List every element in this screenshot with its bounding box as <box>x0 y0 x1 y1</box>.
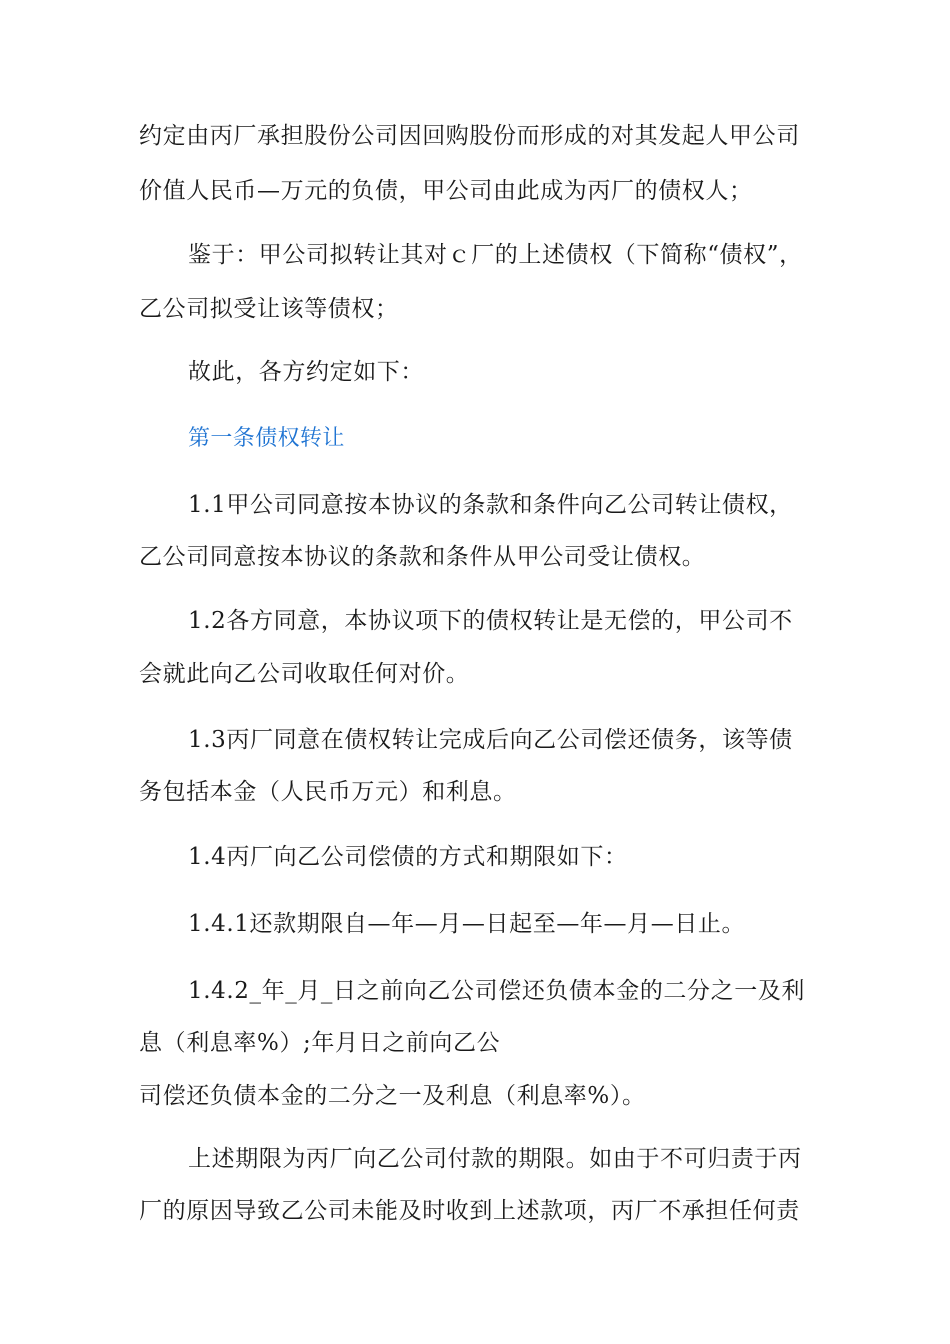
paragraph-line: 厂的原因导致乙公司未能及时收到上述款项，丙厂不承担任何责 <box>139 1198 800 1224</box>
paragraph-line: 鉴于：甲公司拟转让其对ｃ厂的上述债权（下简称“债权”， <box>188 242 803 268</box>
paragraph-line: 1.1甲公司同意按本协议的条款和条件向乙公司转让债权， <box>188 492 793 518</box>
paragraph-line: 务包括本金（人民币万元）和利息。 <box>139 779 517 805</box>
paragraph-line: 1.4丙厂向乙公司偿债的方式和期限如下： <box>188 844 628 870</box>
paragraph-line: 司偿还负债本金的二分之一及利息（利息率%）。 <box>139 1083 646 1109</box>
paragraph-line: 1.2各方同意，本协议项下的债权转让是无偿的，甲公司不 <box>188 608 793 634</box>
paragraph-line: 乙公司同意按本协议的条款和条件从甲公司受让债权。 <box>139 544 706 570</box>
paragraph-line: 价值人民币—万元的负债，甲公司由此成为丙厂的债权人； <box>139 178 753 204</box>
paragraph-line: 1.4.1还款期限自—年—月—日起至—年—月—日止。 <box>188 911 746 937</box>
paragraph-line: 1.3丙厂同意在债权转让完成后向乙公司偿还债务，该等债 <box>188 727 793 753</box>
paragraph-line: 上述期限为丙厂向乙公司付款的期限。如由于不可归责于丙 <box>188 1146 802 1172</box>
paragraph-line: 故此，各方约定如下： <box>188 359 424 385</box>
paragraph-line: 会就此向乙公司收取任何对价。 <box>139 661 470 687</box>
paragraph-line: 乙公司拟受让该等债权； <box>139 296 399 322</box>
paragraph-line: 1.4.2_年_月_日之前向乙公司偿还负债本金的二分之一及利 <box>188 978 806 1004</box>
paragraph-line: 息（利息率%）;年月日之前向乙公 <box>139 1030 501 1056</box>
paragraph-line: 约定由丙厂承担股份公司因回购股份而形成的对其发起人甲公司 <box>139 123 800 149</box>
section-heading: 第一条债权转让 <box>188 426 345 451</box>
